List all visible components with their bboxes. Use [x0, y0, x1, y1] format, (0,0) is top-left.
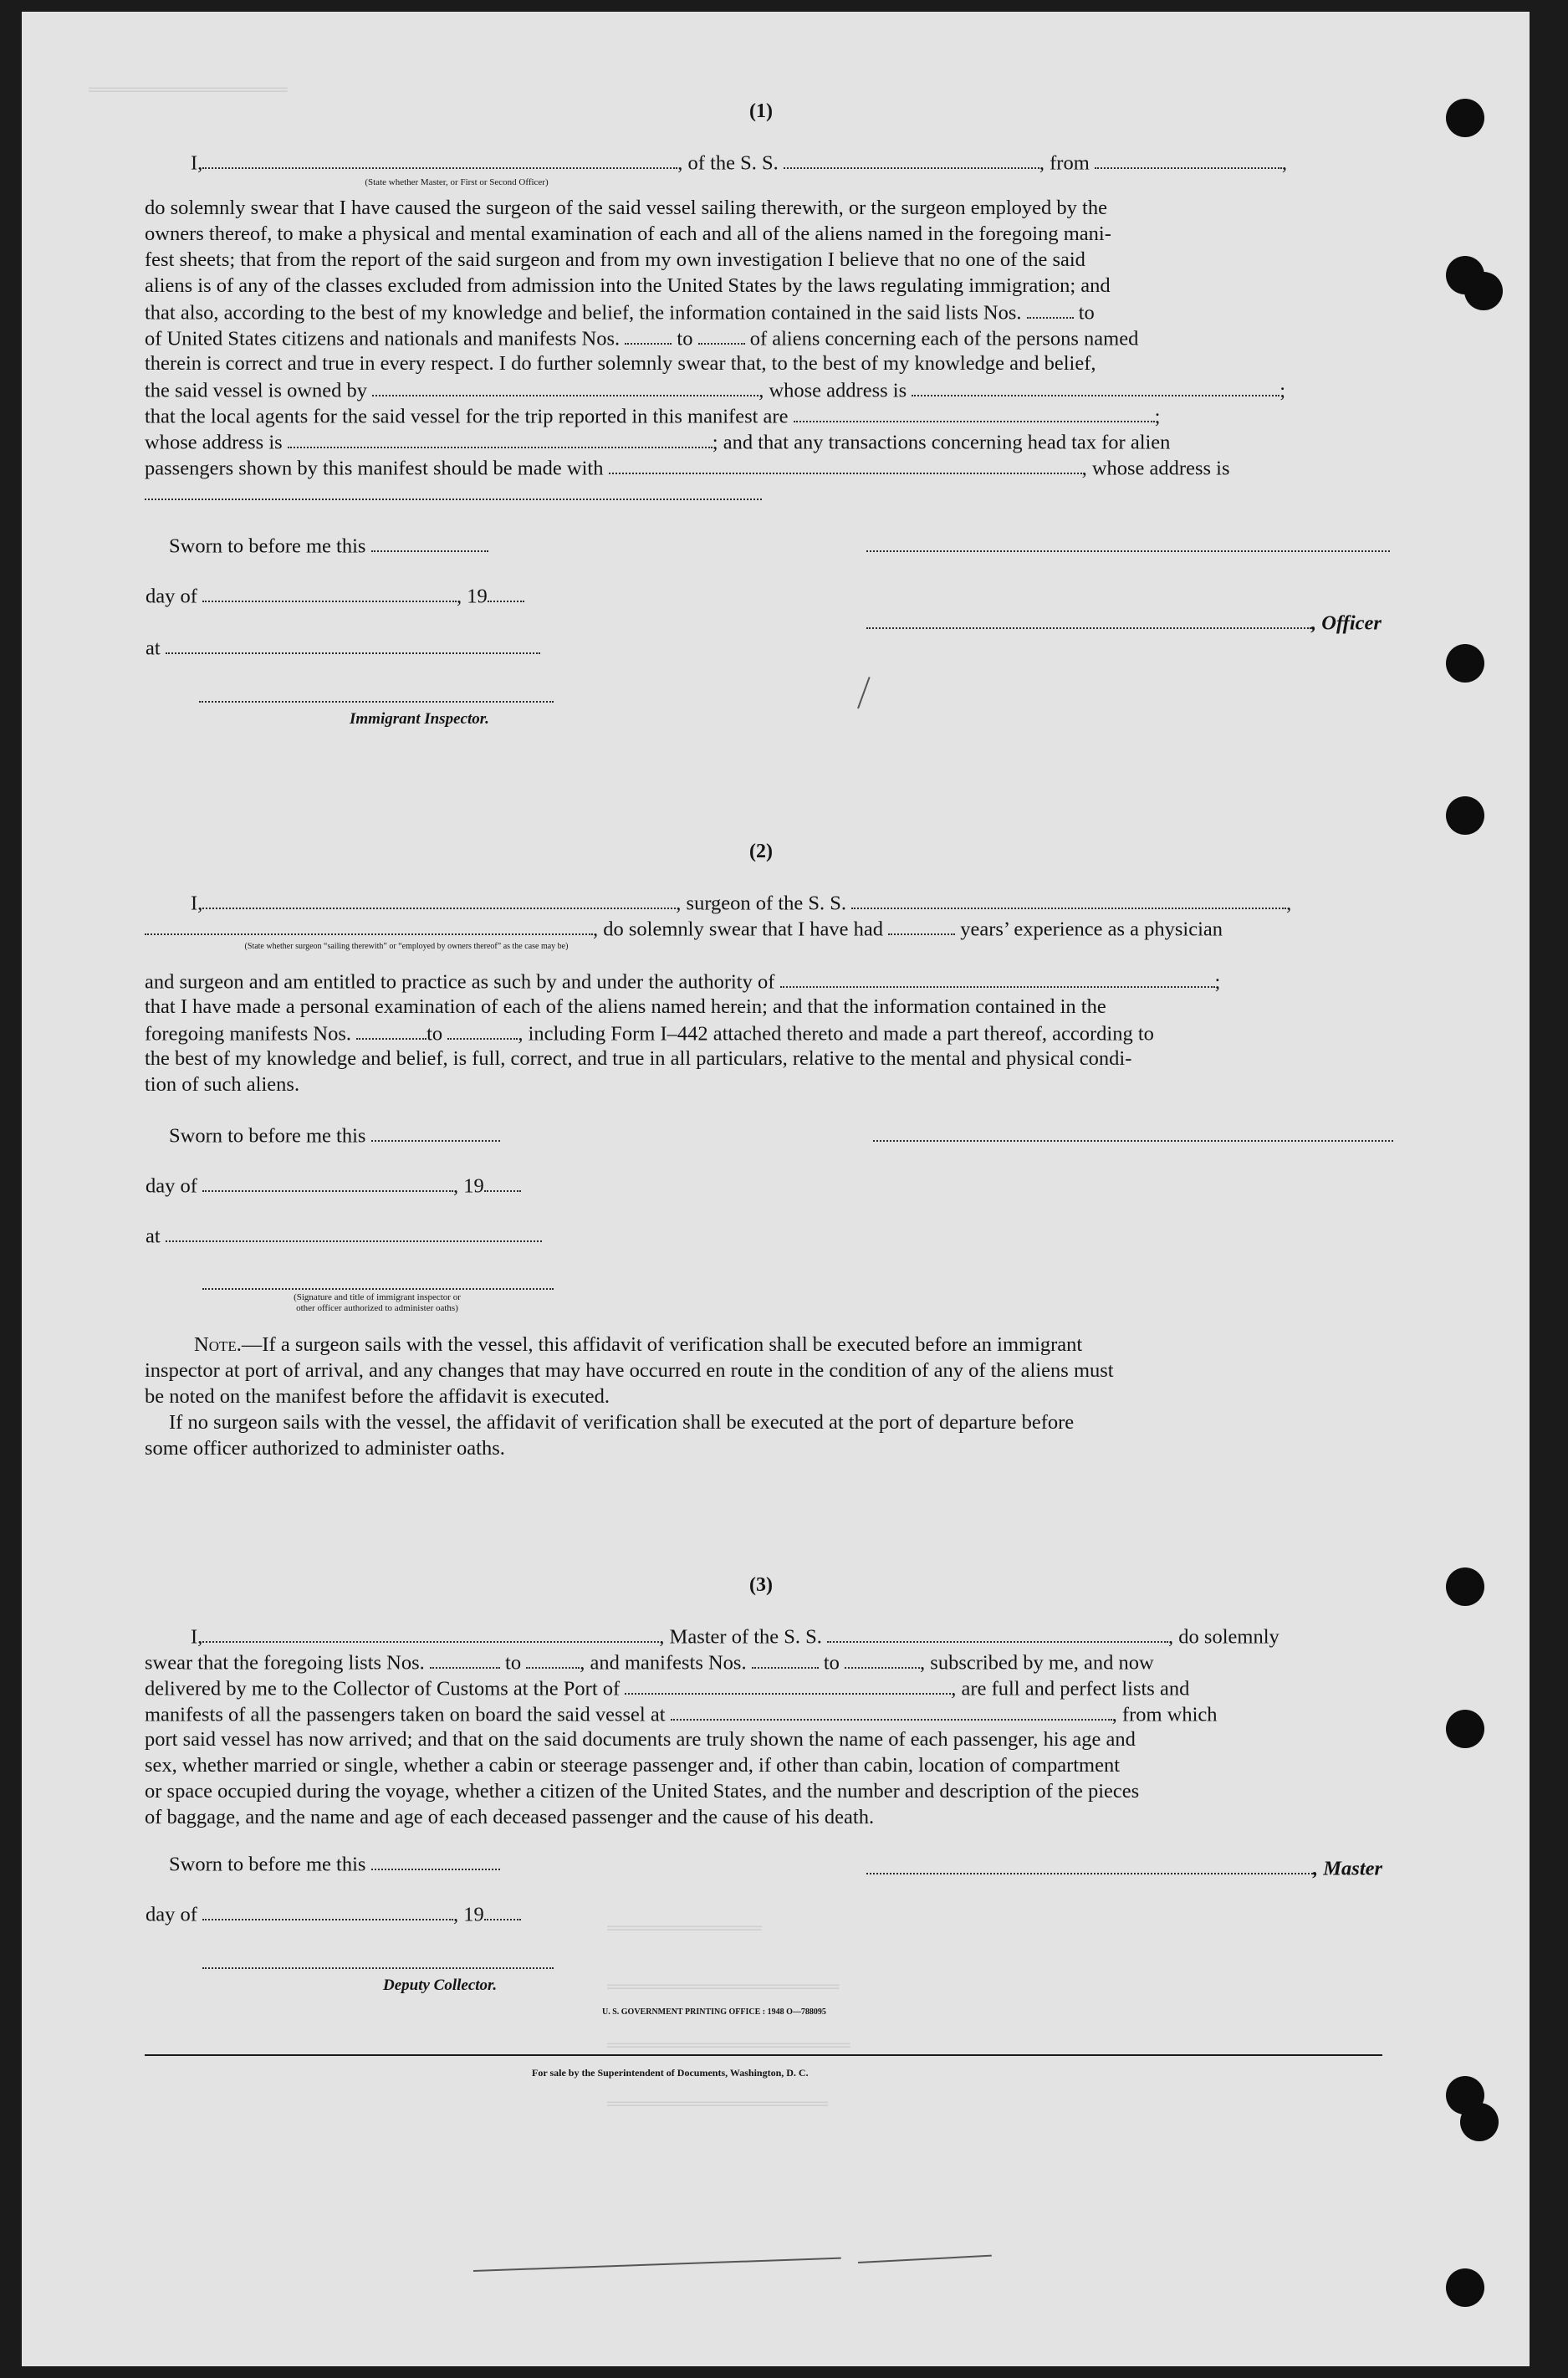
agents-label: that the local agents for the said vessel for the trip reported in this manifest are: [145, 405, 789, 428]
manifests-of-line: [145, 1704, 1218, 1726]
bleed-through-texture: ══════════════════════: [607, 2036, 850, 2057]
to-label: to: [823, 1651, 840, 1675]
day-of-label: day of: [146, 1903, 197, 1926]
manifests-from-field[interactable]: [752, 1652, 819, 1669]
day-of-line: [146, 1904, 521, 1925]
oath-text: that also, according to the best of my knowledge and belief, the information contained in the said lists Nos.: [145, 301, 1022, 325]
note-line: some officer authorized to administer oaths.: [145, 1437, 505, 1460]
handwritten-mark: [858, 2255, 992, 2263]
whose-address-label: , whose address is: [1081, 457, 1230, 480]
master-signature-line: [866, 1858, 1382, 1879]
surgeon-signature-line: [873, 1125, 1393, 1147]
experience-line: [145, 918, 1223, 940]
at-label: at: [146, 1225, 161, 1248]
citizens-text: of United States citizens and nationals and manifests Nos.: [145, 327, 621, 350]
solemnly-text: , do solemnly: [1168, 1625, 1279, 1649]
note-line: If no surgeon sails with the vessel, the affidavit of verification shall be executed at the port of departure before: [169, 1411, 1075, 1434]
punch-hole: [1446, 644, 1484, 683]
lists-from-field[interactable]: [1027, 302, 1074, 319]
vessel-name-field[interactable]: [784, 152, 1039, 169]
officer-title-field[interactable]: [866, 612, 1311, 629]
sworn-line: [169, 1125, 500, 1147]
semicolon: ;: [1279, 379, 1286, 402]
sworn-day-field[interactable]: [371, 535, 488, 552]
embarkation-port-field[interactable]: [671, 1704, 1112, 1721]
master-name-line: [191, 1626, 1279, 1648]
officer-name-field[interactable]: [202, 152, 677, 169]
at-place-field[interactable]: [166, 1225, 542, 1242]
sworn-had-text: , do solemnly swear that I have had: [593, 918, 883, 941]
footer-rule: [145, 2054, 1382, 2056]
years-field[interactable]: [888, 918, 955, 935]
signature-hint-1: (Signature and title of immigrant inspector or: [294, 1292, 461, 1302]
oath-line: therein is correct and true in every respect. I do further solemnly swear that, to the best of my knowledge and belief,: [145, 352, 1096, 375]
signature-hint: [214, 1292, 540, 1313]
sworn-label: Sworn to before me this: [169, 1124, 366, 1148]
sworn-line: [169, 1854, 500, 1875]
from-which-text: , from which: [1111, 1703, 1218, 1726]
form-text: , including Form I–442 attached thereto and made a part thereof, according to: [518, 1022, 1154, 1046]
owner-line: [145, 380, 1285, 401]
punch-hole: [1446, 796, 1484, 835]
month-field[interactable]: [202, 1904, 453, 1920]
owner-address-field[interactable]: [912, 380, 1279, 396]
sworn-line: [169, 535, 488, 557]
year-label: , 19: [453, 1903, 484, 1926]
manifests-of-text: manifests of all the passengers taken on board the said vessel at: [145, 1703, 666, 1726]
officer-title-line: [866, 612, 1382, 634]
year-field[interactable]: [484, 1175, 521, 1192]
passengers-text: passengers shown by this manifest should be made with: [145, 457, 604, 480]
at-line: [146, 637, 540, 659]
whose-address-label: , whose address is: [758, 379, 907, 402]
day-of-label: day of: [146, 585, 197, 608]
head-tax-address-field[interactable]: [145, 483, 762, 500]
delivered-line: [145, 1678, 1189, 1700]
officer-signature-field[interactable]: [866, 535, 1390, 552]
and-manifests-text: , and manifests Nos.: [580, 1651, 747, 1675]
semicolon: ;: [1154, 405, 1161, 428]
manifests-from-field[interactable]: [356, 1023, 426, 1040]
signature-hint-2: other officer authorized to administer oaths): [296, 1302, 458, 1313]
sworn-day-field[interactable]: [371, 1125, 500, 1142]
owner-field[interactable]: [372, 380, 758, 396]
whose-address-label: whose address is: [145, 431, 283, 454]
year-label: , 19: [453, 1174, 484, 1198]
sale-notice: For sale by the Superintendent of Documents, Washington, D. C.: [532, 2067, 809, 2079]
passengers-line: [145, 458, 1230, 479]
delivered-text: delivered by me to the Collector of Customs at the Port of: [145, 1677, 621, 1700]
i-label: I,: [191, 892, 203, 915]
sworn-label: Sworn to before me this: [169, 1853, 366, 1876]
section-3-heading: (3): [749, 1574, 773, 1596]
head-tax-text: ; and that any transactions concerning head tax for alien: [712, 431, 1171, 454]
inspector-signature-field[interactable]: [199, 686, 554, 703]
deputy-collector-label: Deputy Collector.: [383, 1977, 498, 1994]
at-label: at: [146, 637, 161, 660]
citizens-line: [145, 328, 1138, 350]
oath-line: do solemnly swear that I have caused the surgeon of the said vessel sailing therewith, or the surgeon employed by the: [145, 197, 1107, 219]
vessel-name-field[interactable]: [851, 892, 1286, 909]
best-line: the best of my knowledge and belief, is full, correct, and true in all particulars, relative to the mental and physical condi-: [145, 1047, 1132, 1070]
master-signature-field[interactable]: [866, 1858, 1313, 1874]
oath-line: aliens is of any of the classes excluded from admission into the United States by the laws regulating immigration; and: [145, 274, 1111, 297]
citizens-text: of aliens concerning each of the persons named: [749, 327, 1139, 350]
i-label: I,: [191, 151, 203, 175]
authority-line: [145, 971, 1220, 993]
day-of-line: [146, 1175, 521, 1197]
officer-signature-line: [866, 535, 1390, 557]
tion-line: tion of such aliens.: [145, 1073, 300, 1096]
agents-field[interactable]: [794, 406, 1155, 422]
year-field[interactable]: [488, 586, 524, 602]
year-label: , 19: [457, 585, 488, 608]
section-2-heading: (2): [749, 841, 773, 862]
head-tax-party-field[interactable]: [609, 458, 1082, 474]
bleed-through-texture: ═════════════════════: [607, 1977, 840, 1998]
officer-name-line: I, , of the S. S. , from ,: [191, 151, 1288, 175]
sworn-label: Sworn to before me this: [169, 534, 366, 558]
manifests-to-field[interactable]: [698, 328, 745, 345]
years-text: years’ experience as a physician: [960, 918, 1223, 941]
lists-to-field[interactable]: [526, 1652, 580, 1669]
handwritten-mark: [473, 2258, 841, 2272]
oath-line: port said vessel has now arrived; and that on the said documents are truly shown the name of each passenger, his age and: [145, 1728, 1136, 1751]
surgeon-type-field[interactable]: [145, 918, 593, 935]
swear-lists-text: swear that the foregoing lists Nos.: [145, 1651, 425, 1675]
owned-by-label: the said vessel is owned by: [145, 379, 368, 402]
lists-line: [145, 1652, 1154, 1674]
full-perfect-text: , are full and perfect lists and: [951, 1677, 1190, 1700]
inspector-signature-field[interactable]: [202, 1273, 554, 1290]
authority-field[interactable]: [780, 971, 1215, 988]
to-label: to: [505, 1651, 522, 1675]
note-text: —If a surgeon sails with the vessel, this affidavit of verification shall be executed before an immigrant: [241, 1333, 1083, 1356]
vessel-name-field[interactable]: [827, 1626, 1168, 1643]
at-line: [146, 1225, 542, 1247]
sworn-day-field[interactable]: [371, 1854, 500, 1870]
punch-hole: [1446, 1710, 1484, 1748]
note-line: inspector at port of arrival, and any changes that may have occurred en route in the condition of any of the aliens must: [145, 1359, 1114, 1382]
oath-line: owners thereof, to make a physical and mental examination of each and all of the aliens named in the foregoing mani-: [145, 222, 1111, 245]
authority-text: and surgeon and am entitled to practice as such by and under the authority of: [145, 970, 775, 994]
bleed-through-texture: ════════════════════: [607, 2094, 829, 2115]
manifests-to-field[interactable]: [447, 1023, 518, 1040]
year-field[interactable]: [484, 1904, 521, 1920]
form-page: [22, 12, 1530, 2366]
to-label: to: [677, 327, 693, 350]
surgeon-name-field[interactable]: [202, 892, 676, 909]
of-ss-label: , of the S. S.: [677, 151, 779, 175]
master-name-field[interactable]: [202, 1626, 659, 1643]
oath-line: fest sheets; that from the report of the said surgeon and from my own investigation I believe that no one of the said: [145, 248, 1085, 271]
surgeon-hint: (State whether surgeon “sailing therewith” or “employed by owners thereof” as the case may be): [244, 942, 569, 951]
to-label: to: [1078, 301, 1095, 325]
subscribed-text: , subscribed by me, and now: [920, 1651, 1154, 1675]
master-label: , Master: [1313, 1857, 1383, 1880]
oath-line: or space occupied during the voyage, whether a citizen of the United States, and the number and description of the pieces: [145, 1780, 1140, 1803]
note-line: [194, 1335, 1082, 1356]
surgeon-name-line: I, , surgeon of the S. S. ,: [191, 892, 1292, 915]
punch-hole: [1460, 2103, 1499, 2141]
manifests-to-field[interactable]: [845, 1652, 920, 1669]
inspector-signature-line: [202, 1273, 554, 1295]
foregoing-line: [145, 1023, 1154, 1045]
departure-port-field[interactable]: [1095, 152, 1282, 169]
collector-signature-field[interactable]: [202, 1952, 554, 1969]
collector-signature-line: [202, 1952, 554, 1974]
note-label: Note.: [194, 1333, 242, 1356]
lists-from-field[interactable]: [430, 1652, 500, 1669]
month-field[interactable]: [202, 1175, 453, 1192]
bleed-through-texture: ══════════════════: [89, 80, 288, 101]
lists-line: [145, 302, 1095, 324]
punch-hole: [1446, 1567, 1484, 1606]
punch-hole: [1446, 99, 1484, 137]
section-1-heading: (1): [749, 100, 773, 122]
surgeon-of-label: , surgeon of the S. S.: [676, 892, 847, 915]
address-continuation-line: [145, 483, 762, 505]
note-line: be noted on the manifest before the affidavit is executed.: [145, 1385, 610, 1408]
oath-line: sex, whether married or single, whether a cabin or steerage passenger and, if other than cabin, location of compartment: [145, 1754, 1121, 1777]
punch-hole: [1446, 2268, 1484, 2307]
at-place-field[interactable]: [166, 637, 540, 654]
bleed-through-texture: ══════════════: [607, 1919, 762, 1940]
officer-hint: (State whether Master, or First or Second Officer): [365, 177, 549, 187]
agents-address-field[interactable]: [288, 432, 712, 448]
master-of-label: , Master of the S. S.: [659, 1625, 822, 1649]
to-label: to: [426, 1022, 443, 1046]
officer-label: , Officer: [1311, 611, 1382, 635]
oath-line: of baggage, and the name and age of each deceased passenger and the cause of his death.: [145, 1806, 875, 1828]
surgeon-signature-field[interactable]: [873, 1125, 1393, 1142]
agents-address-line: [145, 432, 1170, 453]
gpo-imprint: U. S. GOVERNMENT PRINTING OFFICE : 1948 O—788095: [602, 2007, 826, 2017]
i-label: I,: [191, 1625, 203, 1649]
immigrant-inspector-label: Immigrant Inspector.: [350, 710, 489, 728]
examination-line: that I have made a personal examination of each of the aliens named herein; and that the information contained in the: [145, 995, 1106, 1018]
manifests-from-field[interactable]: [625, 328, 672, 345]
from-label: , from: [1039, 151, 1090, 175]
day-of-line: [146, 586, 524, 607]
foregoing-text: foregoing manifests Nos.: [145, 1022, 351, 1046]
handwritten-mark: [857, 677, 871, 708]
punch-hole: [1464, 272, 1503, 310]
inspector-signature-line: [199, 686, 554, 708]
day-of-label: day of: [146, 1174, 197, 1198]
port-of-arrival-field[interactable]: [625, 1678, 951, 1695]
month-field[interactable]: [202, 586, 457, 602]
semicolon: ;: [1214, 970, 1221, 994]
agents-line: [145, 406, 1160, 427]
